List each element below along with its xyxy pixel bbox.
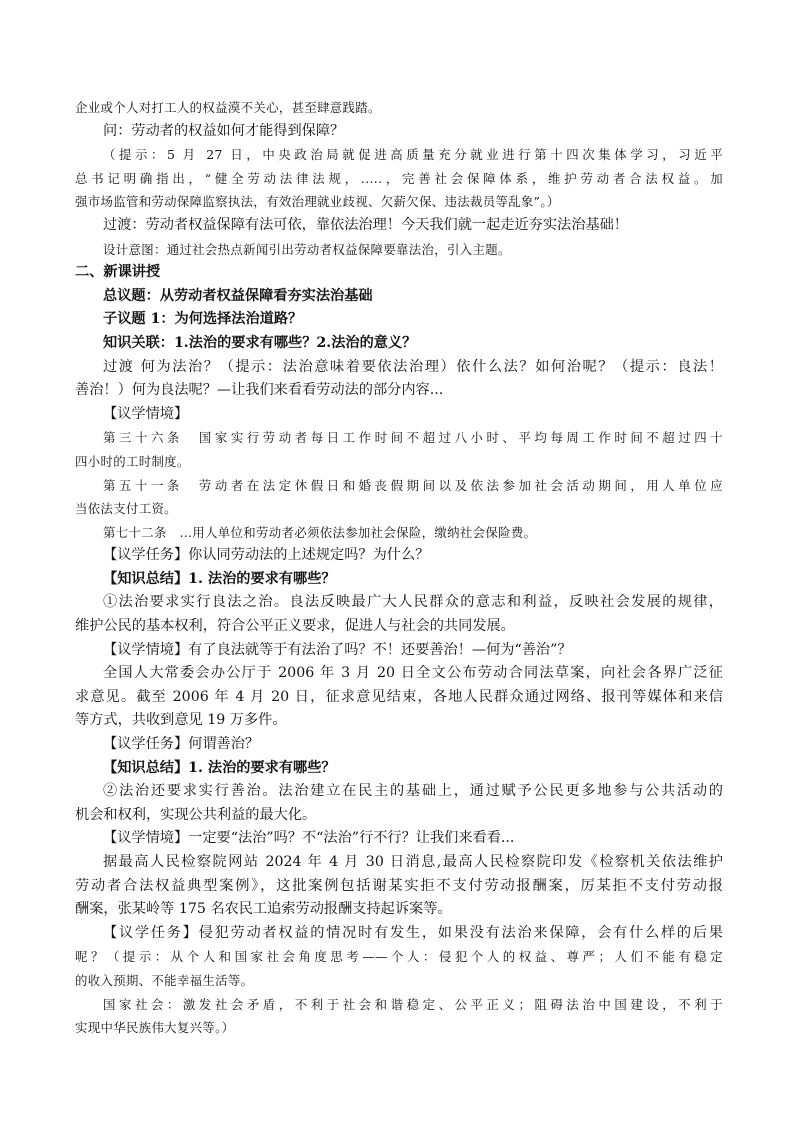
text-line: 知识关联：1.法治的要求有哪些？2.法治的意义？: [103, 334, 417, 351]
document-body: [75, 96, 723, 1040]
text-line: 【议学情境】一定要“法治”吗？不“法治”行不行？让我们来看看...: [103, 830, 515, 847]
text-line: 设计意图：通过社会热点新闻引出劳动者权益保障要靠法治，引入主题。: [103, 241, 511, 257]
text-line: 总书记明确指出，“健全劳动法律法规，.....，完善社会保障体系，维护劳动者合法权益。加: [75, 170, 723, 186]
text-line: 据最高人民检察院网站 2024 年 4 月 30 日消息,最高人民检察院印发《检察机关依法维护: [103, 854, 723, 870]
text-line: 【知识总结】1. 法治的要求有哪些？: [103, 759, 336, 776]
text-line: 第三十六条 国家实行劳动者每日工作时间不超过八小时、平均每周工作时间不超过四十: [103, 430, 723, 446]
text-line: 呢？（提示：从个人和国家社会角度思考——个人：侵犯个人的权益、尊严；人们不能有稳定: [75, 949, 723, 965]
text-line: 子议题 1：为何选择法治道路？: [103, 311, 303, 328]
text-line: 国家社会：激发社会矛盾，不利于社会和谐稳定、公平正义；阻碍法治中国建设，不利于: [103, 996, 723, 1012]
text-line: 机会和权利，实现公共利益的最大化。: [75, 806, 317, 823]
text-line: 企业或个人对打工人的权益漠不关心，甚至肆意践踏。: [75, 100, 381, 115]
text-line: 过渡 何为法治？（提示：法治意味着要依法治理）依什么法？如何治呢？（提示：良法！: [103, 358, 723, 375]
text-line: 二、新课讲授: [75, 264, 161, 281]
text-line: 等方式，共收到意见 19 万多件。: [75, 712, 287, 729]
text-line: 全国人大常委会办公厅于 2006 年 3 月 20 日全文公布劳动合同法草案，向社会各界广泛征: [103, 665, 723, 682]
text-line: ②法治还要求实行善治。法治建立在民主的基础上，通过赋予公民更多地参与公共活动的: [103, 783, 723, 800]
text-line: 【议学任务】何谓善治？: [103, 736, 260, 753]
text-line: 劳动者合法权益典型案例》，这批案例包括谢某实拒不支付劳动报酬案，厉某拒不支付劳动报: [75, 877, 723, 894]
text-line: 的收入预期、不能幸福生活等。: [75, 972, 254, 988]
text-line: 【议学任务】侵犯劳动者权益的情况时有发生，如果没有法治来保障，会有什么样的后果: [103, 924, 723, 941]
text-line: 求意见。截至 2006 年 4 月 20 日，征求意见结束，各地人民群众通过网络、报刊等媒体和来信: [75, 688, 723, 705]
text-line: 【议学任务】你认同劳动法的上述规定吗？为什么？: [103, 547, 430, 564]
text-line: 【议学情境】有了良法就等于有法治了吗？不！还要善治！—何为“善治”？: [103, 641, 572, 658]
text-line: 第七十二条 ...用人单位和劳动者必须依法参加社会保险，缴纳社会保险费。: [103, 524, 537, 540]
text-line: 【知识总结】1. 法治的要求有哪些？: [103, 570, 336, 587]
text-line: 善治！）何为良法呢？—让我们来看看劳动法的部分内容...: [75, 382, 444, 399]
text-line: 当依法支付工资。: [75, 501, 177, 517]
text-line: 总议题：从劳动者权益保障看夯实法治基础: [103, 287, 373, 304]
text-line: 第五十一条 劳动者在法定休假日和婚丧假期间以及依法参加社会活动期间，用人单位应: [103, 477, 723, 493]
text-line: 维护公民的基本权利，符合公平正义要求，促进人与社会的共同发展。: [75, 618, 515, 635]
text-line: 实现中华民族伟大复兴等。）: [75, 1020, 235, 1036]
text-line: 问：劳动者的权益如何才能得到保障？: [103, 122, 345, 139]
text-line: 酬案，张某岭等 175 名农民工追索劳动报酬支持起诉案等。: [75, 901, 452, 918]
text-line: 强市场监管和劳动保障监察执法，有效治理就业歧视、欠薪欠保、违法裁员等乱象”。）: [75, 194, 560, 210]
text-line: 过渡：劳动者权益保障有法可依，靠依法治理！今天我们就一起走近夯实法治基础！: [103, 216, 628, 233]
text-line: （提示：5 月 27 日，中央政治局就促进高质量充分就业进行第十四次集体学习，习近平: [103, 147, 723, 163]
text-line: ①法治要求实行良法之治。良法反映最广大人民群众的意志和利益，反映社会发展的规律，: [103, 594, 723, 611]
text-line: 四小时的工时制度。: [75, 453, 190, 469]
text-line: 【议学情境】: [103, 405, 189, 422]
